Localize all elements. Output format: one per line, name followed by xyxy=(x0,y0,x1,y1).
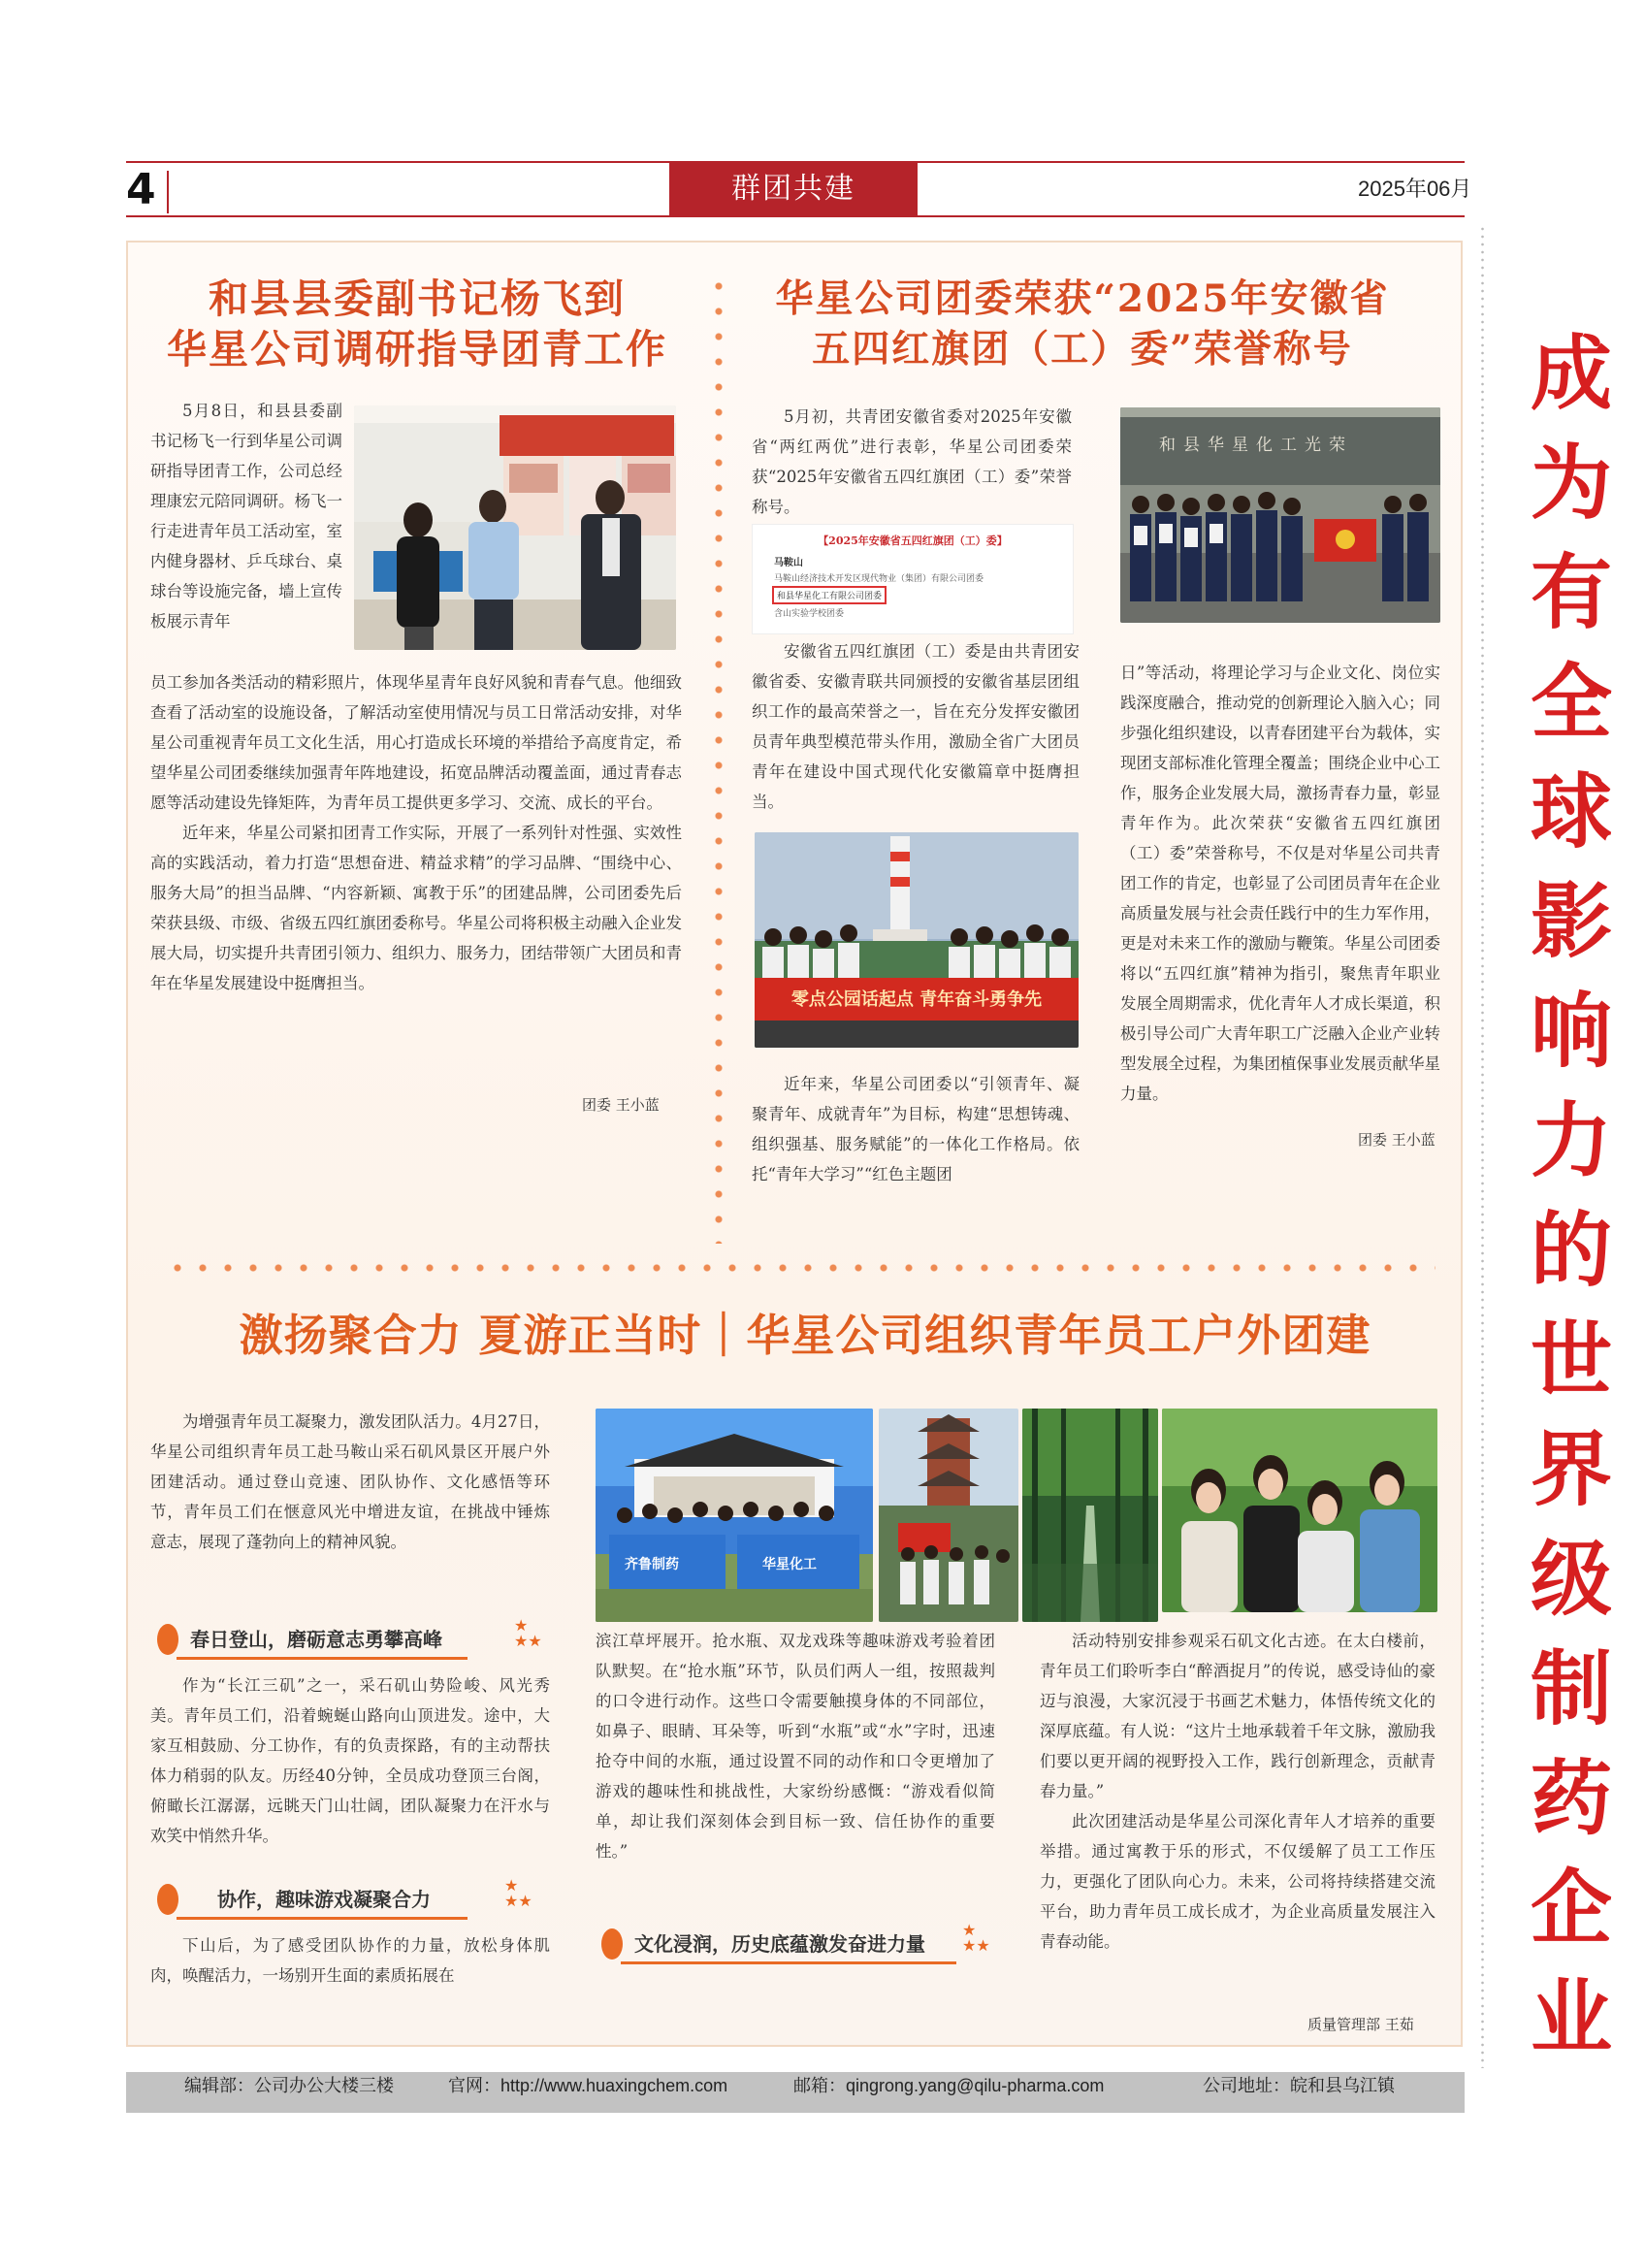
article3-photo-pagoda xyxy=(879,1409,1018,1622)
star-icon: ★ ★★ xyxy=(514,1616,542,1650)
subhead-bullet-icon xyxy=(157,1624,178,1655)
banner-slogan-text: 零点公园话起点 青年奋斗勇争先 xyxy=(790,989,1043,1010)
vertical-slogan: 成为有全球影响力的世界级制药企业 xyxy=(1530,325,1612,2065)
article3-signature: 质量管理部 王茹 xyxy=(1307,2016,1414,2033)
subhead-bullet-icon xyxy=(601,1928,623,1960)
star-icon: ★ ★★ xyxy=(962,1921,990,1955)
article1-para2: 近年来，华星公司紧扣团青工作实际，开展了一系列针对性强、实效性高的实践活动，着力打造“思想奋进、精益求精”的学习品牌、“围绕中心、服务大局”的担当品牌、“内容新颖、寓教于乐”的团建品牌，公司团委先后荣获县级、市级、省级五四红旗团委称号。华星公司将积极主动融入企业发展大局，切实提升共青团引领力、组织力、服务力，团结带领广大团员和青年在华星发展建设中挺膺担当。 xyxy=(150,824,682,992)
footer-editor: 编辑部：公司办公大楼三楼 xyxy=(184,2076,394,2095)
article3-climbing-body xyxy=(150,1670,550,1851)
page-number-divider xyxy=(167,171,169,213)
flag-right-text: 华星化工 xyxy=(762,1557,817,1572)
footer-website: 官网：http://www.huaxingchem.com xyxy=(448,2076,728,2095)
subhead-underline xyxy=(177,1917,468,1920)
article1-title-line2: 华星公司调研指导团青工作 xyxy=(167,326,667,373)
award-list-header: 【2025年安徽省五四红旗团（工）委】 xyxy=(818,535,1008,547)
footer-email: 邮箱：qingrong.yang@qilu-pharma.com xyxy=(793,2076,1105,2095)
star-icon: ★ ★★ xyxy=(504,1876,532,1910)
article2-photo-banner xyxy=(755,832,1079,1048)
article3-para-climbing: 作为“长江三矶”之一，采石矶山势险峻、风光秀美。青年员工们，沿着蜿蜒山路向山顶进发。途中，大家互相鼓励、分工协作，有的负责探路，有的主动帮扶体力稍弱的队友。历经40分钟，全员成功登顶三台阁，俯瞰长江潺潺，远眺天门山壮阔，团队凝聚力在汗水与欢笑中悄然升华。 xyxy=(150,1676,550,1845)
article1-para1: 员工参加各类活动的精彩照片，体现华星青年良好风貌和青春气息。他细致查看了活动室的设施设备，了解活动室使用情况与员工日常活动安排，对华星公司重视青年员工文化生活，用心打造成长环境的举措给予高度肯定，希望华星公司团委继续加强青年阵地建设，拓宽品牌活动覆盖面，通过青春志愿等活动建设先锋矩阵，为青年员工提供更多学习、交流、成长的平台。 xyxy=(150,673,682,812)
subhead-underline xyxy=(621,1961,956,1964)
column-dot-divider xyxy=(710,274,727,1244)
article3-para-closing: 此次团建活动是华星公司深化青年人才培养的重要举措。通过寓教于乐的形式，不仅缓解了员工工作压力，更强化了团队向心力。未来，公司将持续搭建交流平台，助力青年员工成长成才，为企业高质量发展注入青春动能。 xyxy=(1040,1812,1435,1951)
article1-title xyxy=(145,274,689,374)
article1-title-line1: 和县县委副书记杨飞到 xyxy=(209,275,626,322)
article3-photo-forest xyxy=(1022,1409,1158,1622)
article3-para-culture: 活动特别安排参观采石矶文化古迹。在太白楼前，青年员工们聆听李白“醉酒捉月”的传说，感受诗仙的豪迈与浪漫，大家沉浸于书画艺术魅力，体悟传统文化的深厚底蕴。有人说：“这片土地承载着千年文脉，激励我们要以更开阔的视野投入工作，践行创新理念，贡献青春力量。” xyxy=(1040,1632,1435,1800)
subhead-culture xyxy=(601,1923,989,1965)
award-list-line3: 含山实验学校团委 xyxy=(774,609,845,619)
footer-address: 公司地址：皖和县乌江镇 xyxy=(1203,2076,1395,2095)
subhead-games-text: 协作，趣味游戏凝聚合力 xyxy=(217,1888,431,1911)
article1-intro xyxy=(150,396,342,636)
subhead-bullet-icon xyxy=(157,1884,178,1915)
header-rule-bottom xyxy=(126,215,1465,217)
subhead-climbing xyxy=(157,1618,545,1661)
article2-photo-group xyxy=(1120,407,1440,623)
row-dot-divider xyxy=(165,1259,1435,1277)
award-list-city: 马鞍山 xyxy=(774,558,803,568)
article1-intro-text: 5月8日，和县县委副书记杨飞一行到华星公司调研指导团青工作，公司总经理康宏元陪同调研。杨飞一行走进青年员工活动室，室内健身器材、乒乓球台、桌球台等设施完备，墙上宣传板展示青年 xyxy=(150,402,342,631)
article2-title-line2: 五四红旗团（工）委”荣誉称号 xyxy=(812,327,1353,372)
article2-para2: 安徽省五四红旗团（工）委是由共青团安徽省委、安徽青联共同颁授的安徽省基层团组织工作的最高荣誉之一，旨在充分发挥安徽团员青年典型模范带头作用，激励全省广大团员青年在建设中国式现代化安徽篇章中挺膺担当。 xyxy=(752,642,1080,811)
article3-games-body-continued xyxy=(596,1626,995,1866)
issue-date: 2025年06月 xyxy=(1358,177,1472,201)
article2-signature: 团委 王小蓝 xyxy=(1358,1131,1435,1149)
article2-body-right xyxy=(1120,658,1440,1109)
subhead-climbing-text: 春日登山，磨砺意志勇攀高峰 xyxy=(190,1628,442,1651)
article3-intro-text: 为增强青年员工凝聚力，激发团队活力。4月27日，华星公司组织青年员工赴马鞍山采石矶风景区开展户外团建活动。通过登山竞速、团队协作、文化感悟等环节，青年员工们在惬意风光中增进友谊，在挑战中锤炼意志，展现了蓬勃向上的精神风貌。 xyxy=(150,1412,550,1551)
memorial-sign-text: 和县华星化工光荣 xyxy=(1159,436,1353,455)
subhead-culture-text: 文化浸润，历史底蕴激发奋进力量 xyxy=(634,1932,925,1956)
article3-games-body xyxy=(150,1930,550,1991)
article2-title xyxy=(737,274,1428,374)
article1-signature: 团委 王小蓝 xyxy=(582,1096,660,1114)
margin-dotted-rule xyxy=(1481,225,1484,2068)
footer-bar xyxy=(126,2072,1465,2113)
article2-para3-continued: 日”等活动，将理论学习与企业文化、岗位实践深度融合，推动党的创新理论入脑入心；同步强化组织建设，以青春团建平台为载体，实现团支部标准化管理全覆盖；围绕企业中心工作，服务企业发展大局，激扬青春力量，彰显青年作为。此次荣获“安徽省五四红旗团（工）委”荣誉称号，不仅是对华星公司共青团工作的肯定，也彰显了公司团员青年在企业高质量发展与社会责任践行中的生力军作用，更是对未来工作的激励与鞭策。华星公司团委将以“五四红旗”精神为指引，聚焦青年职业发展全周期需求，优化青年人才成长渠道，积极引导公司广大青年职工广泛融入企业产业转型发展全过程，为集团植保事业发展贡献华星力量。 xyxy=(1120,664,1440,1103)
article2-body-left-lower xyxy=(752,1069,1080,1189)
article3-para-games-continued: 滨江草坪展开。抢水瓶、双龙戏珠等趣味游戏考验着团队默契。在“抢水瓶”环节，队员们两人一组，按照裁判的口令进行动作。这些口令需要触摸身体的不同部位，如鼻子、眼睛、耳朵等，听到“水瓶”或“水”字时，迅速抢夺中间的水瓶，通过设置不同的动作和口令更增加了游戏的趣味性和挑战性，大家纷纷感慨：“游戏看似简单，却让我们深刻体会到目标一致、信任协作的重要性。” xyxy=(596,1632,995,1861)
subhead-underline xyxy=(177,1657,468,1660)
article3-title: 激扬聚合力 夏游正当时｜华星公司组织青年员工户外团建 xyxy=(239,1310,1371,1361)
article2-title-line1: 华星公司团委荣获“2025年安徽省 xyxy=(775,276,1390,321)
award-list-line1: 马鞍山经济技术开发区现代物业（集团）有限公司团委 xyxy=(774,574,984,584)
article2-body-left xyxy=(752,636,1080,817)
article3-photo-selfie xyxy=(1162,1409,1437,1612)
article2-intro xyxy=(752,402,1072,522)
award-list-line2: 和县华星化工有限公司团委 xyxy=(772,586,887,604)
article3-para-games: 下山后，为了感受团队协作的力量，放松身体肌肉，唤醒活力，一场别开生面的素质拓展在 xyxy=(150,1936,550,1985)
article1-photo-visit xyxy=(354,405,676,650)
award-list-image xyxy=(752,524,1074,634)
article1-body xyxy=(150,667,682,998)
subhead-games xyxy=(157,1878,545,1921)
page-number: 4 xyxy=(126,165,156,214)
article2-para3: 近年来，华星公司团委以“引领青年、凝聚青年、成就青年”为目标，构建“思想铸魂、组织强基、服务赋能”的一体化工作格局。依托“青年大学习”“红色主题团 xyxy=(752,1075,1080,1183)
article2-para1: 5月初，共青团安徽省委对2025年安徽省“两红两优”进行表彰，华星公司团委荣获“2025年安徽省五四红旗团（工）委”荣誉称号。 xyxy=(752,407,1072,516)
article3-culture-body xyxy=(1040,1626,1435,1957)
article3-intro xyxy=(150,1407,550,1557)
article3-photo-flags xyxy=(596,1409,873,1622)
section-title: 群团共建 xyxy=(669,161,918,217)
flag-left-text: 齐鲁制药 xyxy=(625,1557,679,1572)
